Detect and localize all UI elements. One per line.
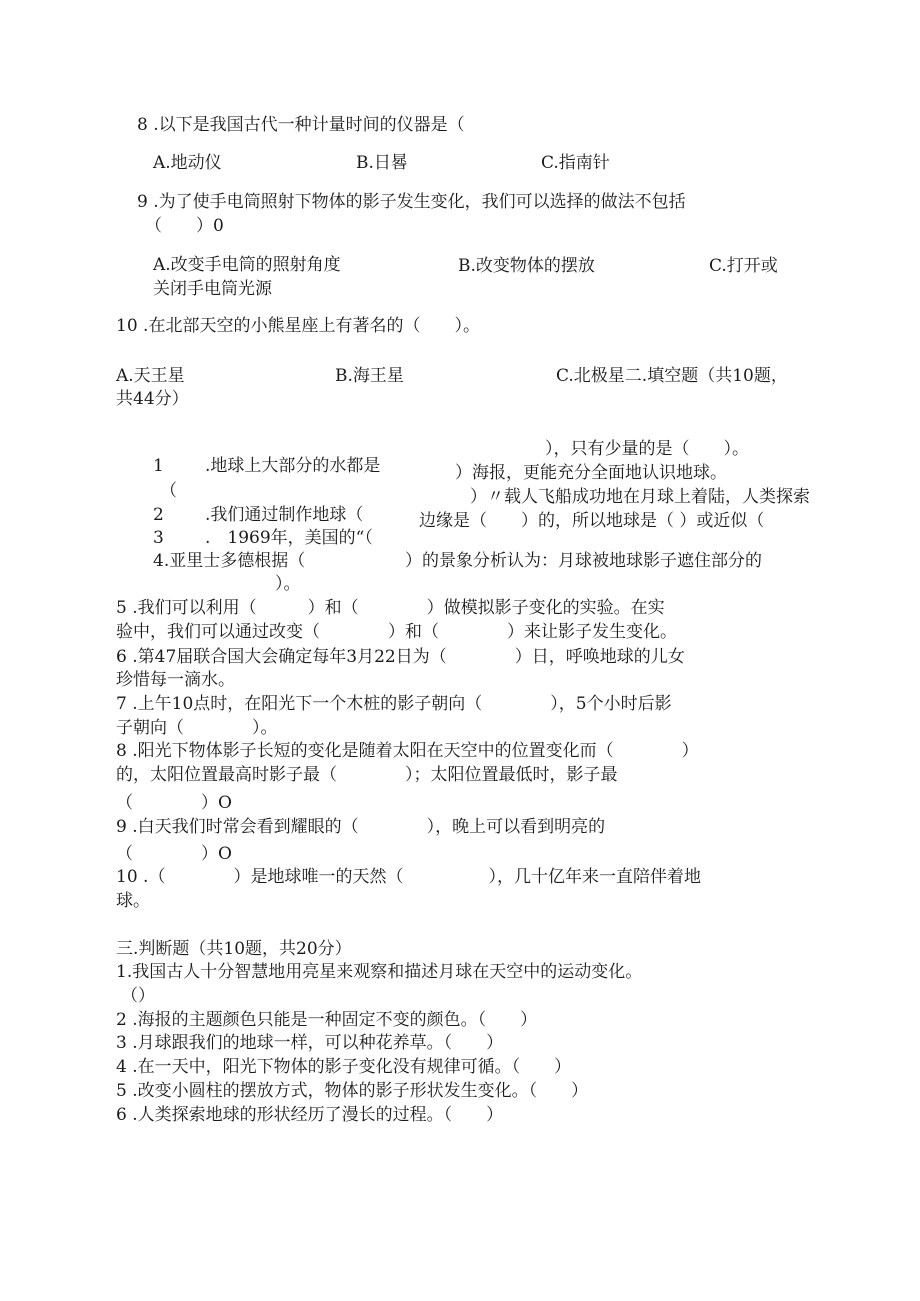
- judge-section-title: 三.判断题（共10题，共20分）: [116, 939, 352, 959]
- choice-q9-stem-cont: （ ）0: [145, 216, 224, 236]
- fill-q6-line1: 6 .第47届联合国大会确定每年3月22日为（ ）日，呼唤地球的儿女: [116, 647, 685, 667]
- fill-q7-line1: 7 .上午10点时，在阳光下一个木桩的影子朝向（ ），5个小时后影: [116, 694, 672, 714]
- fill-q10-line1: 10 .（ ）是地球唯一的天然（ ），几十亿年来一直陪伴着地: [116, 867, 701, 887]
- fill-fragment-a: ），只有少量的是（ ）。: [545, 439, 749, 459]
- fill-q2-number: 2: [153, 505, 164, 525]
- judge-q5: 5 .改变小圆柱的摆放方式，物体的影子形状发生变化。（ ）: [116, 1081, 589, 1101]
- choice-q8-stem: 8 .以下是我国古代一种计量时间的仪器是（: [137, 115, 465, 135]
- fill-q8-line3: （ ）O: [116, 793, 232, 813]
- fill-q5-line1: 5 .我们可以利用（ ）和（ ）做模拟影子变化的实验。在实: [116, 598, 665, 618]
- choice-q8-option-c: C.指南针: [541, 153, 610, 173]
- judge-q6: 6 .人类探索地球的形状经历了漫长的过程。（ ）: [116, 1105, 504, 1125]
- fill-q4-line1-start: 4.亚里士多德根据（: [153, 551, 306, 571]
- fill-q9-line1: 9 .白天我们时常会看到耀眼的（ ），晚上可以看到明亮的: [116, 817, 606, 837]
- fill-fragment-d: 边缘是（ ）的，所以地球是（ ）或近似（: [419, 511, 765, 531]
- choice-q10-option-a: A.天王星: [116, 366, 185, 386]
- judge-q4: 4 .在一天中，阳光下物体的影子变化没有规律可循。（ ）: [116, 1057, 572, 1077]
- judge-q2: 2 .海报的主题颜色只能是一种固定不变的颜色。（ ）: [116, 1010, 538, 1030]
- fill-q8-line2: 的，太阳位置最高时影子最（ ）；太阳位置最低时，影子最: [116, 765, 618, 785]
- fill-fragment-b: ）海报，更能充分全面地认识地球。: [455, 463, 727, 483]
- choice-q10-stem: 10 .在北部天空的小熊星座上有著名的（ ）。: [116, 316, 480, 336]
- choice-q8-option-b: B.日晷: [356, 153, 408, 173]
- judge-q3: 3 .月球跟我们的地球一样，可以种花养草。（ ）: [116, 1033, 504, 1053]
- fill-q8-line1: 8 .阳光下物体影子长短的变化是随着太阳在天空中的位置变化而（ ）: [116, 741, 699, 761]
- choice-q8-option-a: A.地动仪: [153, 153, 222, 173]
- choice-q9-option-c: C.打开或: [709, 256, 778, 276]
- fill-q2-text: .我们通过制作地球（: [205, 505, 364, 525]
- fill-q4-line2: ）。: [275, 574, 301, 594]
- choice-q9-option-c-cont: 关闭手电筒光源: [153, 279, 272, 299]
- fill-q1-text: .地球上大部分的水都是: [205, 456, 381, 476]
- choice-q9-option-a: A.改变手电筒的照射角度: [153, 255, 341, 275]
- fill-q6-line2: 珍惜每一滴水。: [116, 670, 235, 690]
- fill-q7-line2: 子朝向（ ）。: [116, 718, 278, 738]
- fill-q4-line1-end: ）的景象分析认为：月球被地球影子遮住部分的: [405, 551, 762, 571]
- choice-q10-option-c: C.北极星二.填空题（共10题，: [556, 366, 788, 386]
- fill-q10-line2: 球。: [116, 891, 150, 911]
- choice-q10-option-c-cont: 共44分）: [116, 389, 189, 409]
- fill-q3-number: 3: [153, 528, 164, 548]
- judge-q1: 1.我国古人十分智慧地用亮星来观察和描述月球在天空中的运动变化。: [116, 962, 643, 982]
- fill-q9-line2: （ ）O: [116, 844, 232, 864]
- fill-fragment-c: ）〃载人飞船成功地在月球上着陆，人类探索: [470, 487, 810, 507]
- fill-q1-number: 1: [153, 456, 164, 476]
- judge-q1-paren: （）: [121, 986, 155, 1006]
- choice-q9-option-b: B.改变物体的摆放: [458, 256, 595, 276]
- fill-q3-text: . 1969年，美国的“（: [205, 528, 373, 548]
- choice-q9-stem: 9 .为了使手电筒照射下物体的影子发生变化，我们可以选择的做法不包括: [137, 192, 686, 212]
- choice-q10-option-b: B.海王星: [335, 366, 404, 386]
- fill-paren: （: [160, 481, 177, 501]
- fill-q5-line2: 验中，我们可以通过改变（ ）和（ ）来让影子发生变化。: [116, 622, 677, 642]
